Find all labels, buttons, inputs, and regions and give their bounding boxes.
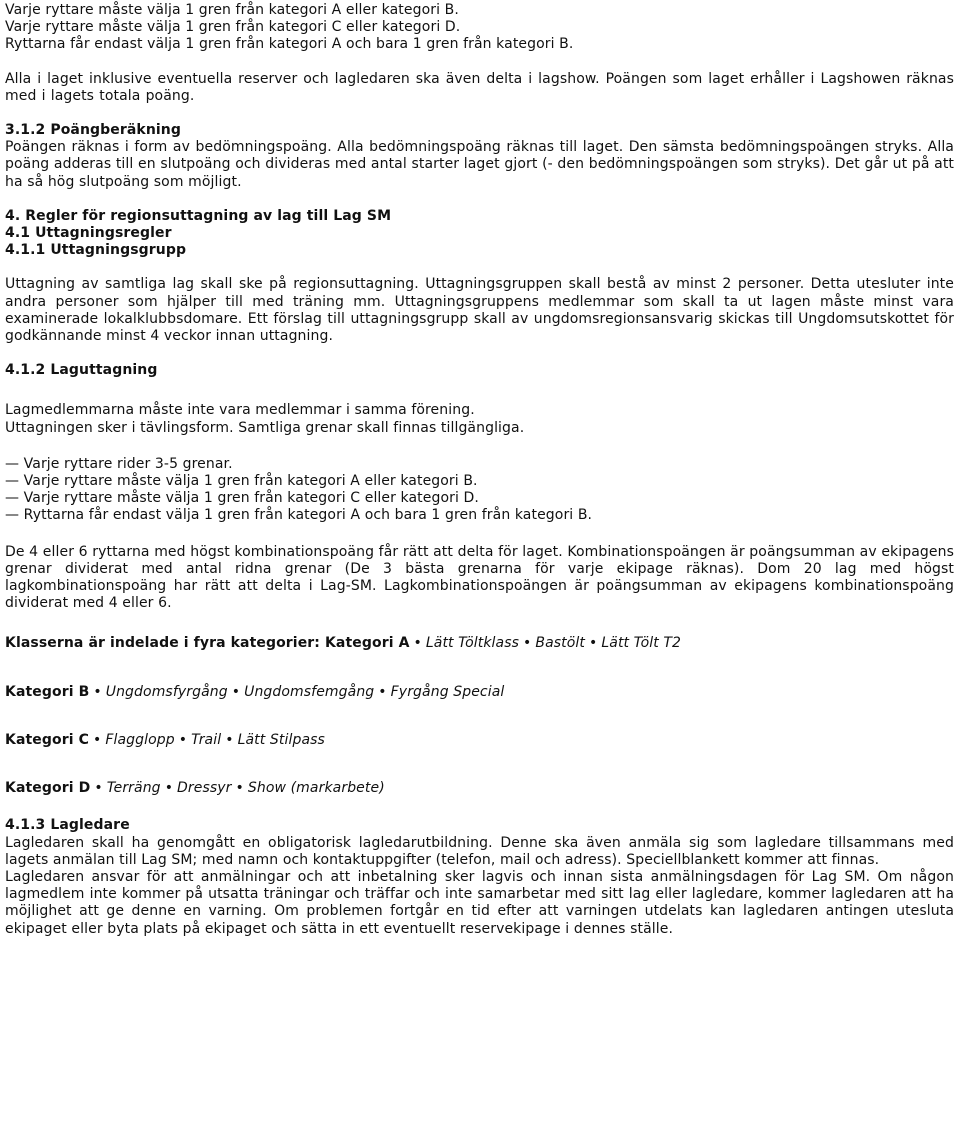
category-b-label: Kategori B <box>5 683 90 700</box>
section-heading-4-1-1: 4.1.1 Uttagningsgrupp <box>5 242 187 259</box>
category-item: Trail <box>191 731 222 748</box>
category-d-label: Kategori D <box>5 780 91 797</box>
lagledare-paragraph-1: Lagledaren skall ha genomgått en obligatorisk lagledarutbildning. Denne ska även anmäla sig som lagledare tillsammans med lagets anmälan till Lag SM; med namn och kontaktuppgifter (telefon, mail och adress). Speciellblankett kommer att finnas. <box>5 834 954 868</box>
category-item: Fyrgång Special <box>390 683 505 700</box>
category-item: Show (markarbete) <box>247 780 385 797</box>
category-a-line <box>5 635 954 652</box>
bullet-icon: • <box>94 780 103 797</box>
category-item: Dressyr <box>177 780 232 797</box>
poangberakning-paragraph: Poängen räknas i form av bedömningspoäng. Alla bedömningspoäng räknas till laget. Den sämsta bedömningspoängen stryks. Alla poäng adderas till en slutpoäng och divideras med antal starter laget gjort (- den bedömningspoängen som stryks). Det går ut på att ha så hög slutpoäng som möjligt. <box>5 139 954 190</box>
category-d-line <box>5 780 954 797</box>
category-item: Lätt Stilpass <box>237 731 325 748</box>
category-c-line <box>5 732 954 749</box>
laguttagning-line-1: Lagmedlemmarna måste inte vara medlemmar i samma förening. <box>5 402 475 419</box>
kombinationspoang-paragraph: De 4 eller 6 ryttarna med högst kombinationspoäng får rätt att delta för laget. Kombinationspoängen är poängsumman av ekipagens grenar dividerat med antal ridna grenar (De 3 bästa grenarna för varje ekipage räknas). Dom 20 lag med högst lagkombinationspoäng har rätt att delta i Lag-SM. Lagkombinationspoängen är poängsumman av ekipagens kombinationspoäng dividerat med 4 eller 6. <box>5 543 954 612</box>
bullet-icon: • <box>378 683 387 700</box>
section-heading-4-1: 4.1 Uttagningsregler <box>5 225 172 242</box>
bullet-icon: • <box>589 635 598 652</box>
top-line-2: Varje ryttare måste välja 1 gren från kategori C eller kategori D. <box>5 19 461 36</box>
bullet-icon: • <box>178 731 188 748</box>
section-heading-4-1-2: 4.1.2 Laguttagning <box>5 362 158 379</box>
laguttagning-line-2: Uttagningen sker i tävlingsform. Samtliga grenar skall finnas tillgängliga. <box>5 419 525 436</box>
category-item: Flagglopp <box>105 731 175 748</box>
top-line-3: Ryttarna får endast välja 1 gren från kategori A och bara 1 gren från kategori B. <box>5 36 574 53</box>
top-line-1: Varje ryttare måste välja 1 gren från kategori A eller kategori B. <box>5 2 459 18</box>
dash-marker: — <box>5 507 20 524</box>
section-heading-4-1-3: 4.1.3 Lagledare <box>5 817 130 834</box>
dash-marker: — <box>5 490 20 507</box>
bullet-icon: • <box>92 731 102 748</box>
bullet-icon: • <box>93 683 102 700</box>
category-c-label: Kategori C <box>5 731 89 748</box>
category-item: Ungdomsfemgång <box>244 683 375 700</box>
category-item: Bastölt <box>535 635 585 652</box>
list-item: — Varje ryttare måste välja 1 gren från kategori A eller kategori B. <box>5 473 478 490</box>
bullet-icon: • <box>225 731 234 748</box>
category-item: Terräng <box>106 780 161 797</box>
lagledare-paragraph-2: Lagledaren ansvar för att anmälningar och att inbetalning sker lagvis och innan sista anmälningsdagen för Lag SM. Om någon lagmedlem inte kommer på utsatta träningar och träffar och inte samarbetar med sitt lag eller lagledare, kommer lagledaren att ha möjlighet att ge denne en varning. Om problemen fortgår en tid efter att varningen utdelats kan lagledaren antingen utesluta ekipaget eller byta plats på ekipaget och sätta in ett eventuellt reservekipage i dennes ställe. <box>5 868 954 937</box>
category-item: Lätt Tölt T2 <box>601 635 682 652</box>
lagshow-paragraph: Alla i laget inklusive eventuella reserver och lagledaren ska även delta i lagshow. Poängen som laget erhåller i Lagshowen räknas med i lagets totala poäng. <box>5 70 954 104</box>
uttagningsgrupp-paragraph: Uttagning av samtliga lag skall ske på regionsuttagning. Uttagningsgruppen skall bestå av minst 2 personer. Detta utesluter inte andra personer som hjälper till med träning mm. Uttagningsgruppens medlemmar som skall ta ut lagen måste minst vara examinerade lokalklubbsdomare. Ett förslag till uttagningsgrupp skall av ungdomsregionsansvarig skickas till Ungdomsutskottet för godkännande minst 4 veckor innan uttagning. <box>5 276 954 345</box>
rules-dash-list <box>5 456 954 525</box>
category-a-intro: Klasserna är indelade i fyra kategorier: Kategori A <box>5 635 410 652</box>
category-b-line <box>5 684 954 701</box>
section-heading-3-1-2: 3.1.2 Poängberäkning <box>5 122 181 139</box>
list-item: — Varje ryttare rider 3-5 grenar. <box>5 455 233 472</box>
category-item: Ungdomsfyrgång <box>105 683 228 700</box>
bullet-icon: • <box>231 683 241 700</box>
bullet-icon: • <box>413 635 422 652</box>
list-item: — Varje ryttare måste välja 1 gren från kategori C eller kategori D. <box>5 490 479 507</box>
category-item: Lätt Töltklass <box>425 635 520 652</box>
dash-marker: — <box>5 473 20 490</box>
dash-marker: — <box>5 455 20 472</box>
bullet-icon: • <box>164 780 174 797</box>
list-item: — Ryttarna får endast välja 1 gren från kategori A och bara 1 gren från kategori B. <box>5 507 593 524</box>
bullet-icon: • <box>523 635 532 652</box>
section-heading-4: 4. Regler för regionsuttagning av lag till Lag SM <box>5 207 392 224</box>
bullet-icon: • <box>235 780 244 797</box>
